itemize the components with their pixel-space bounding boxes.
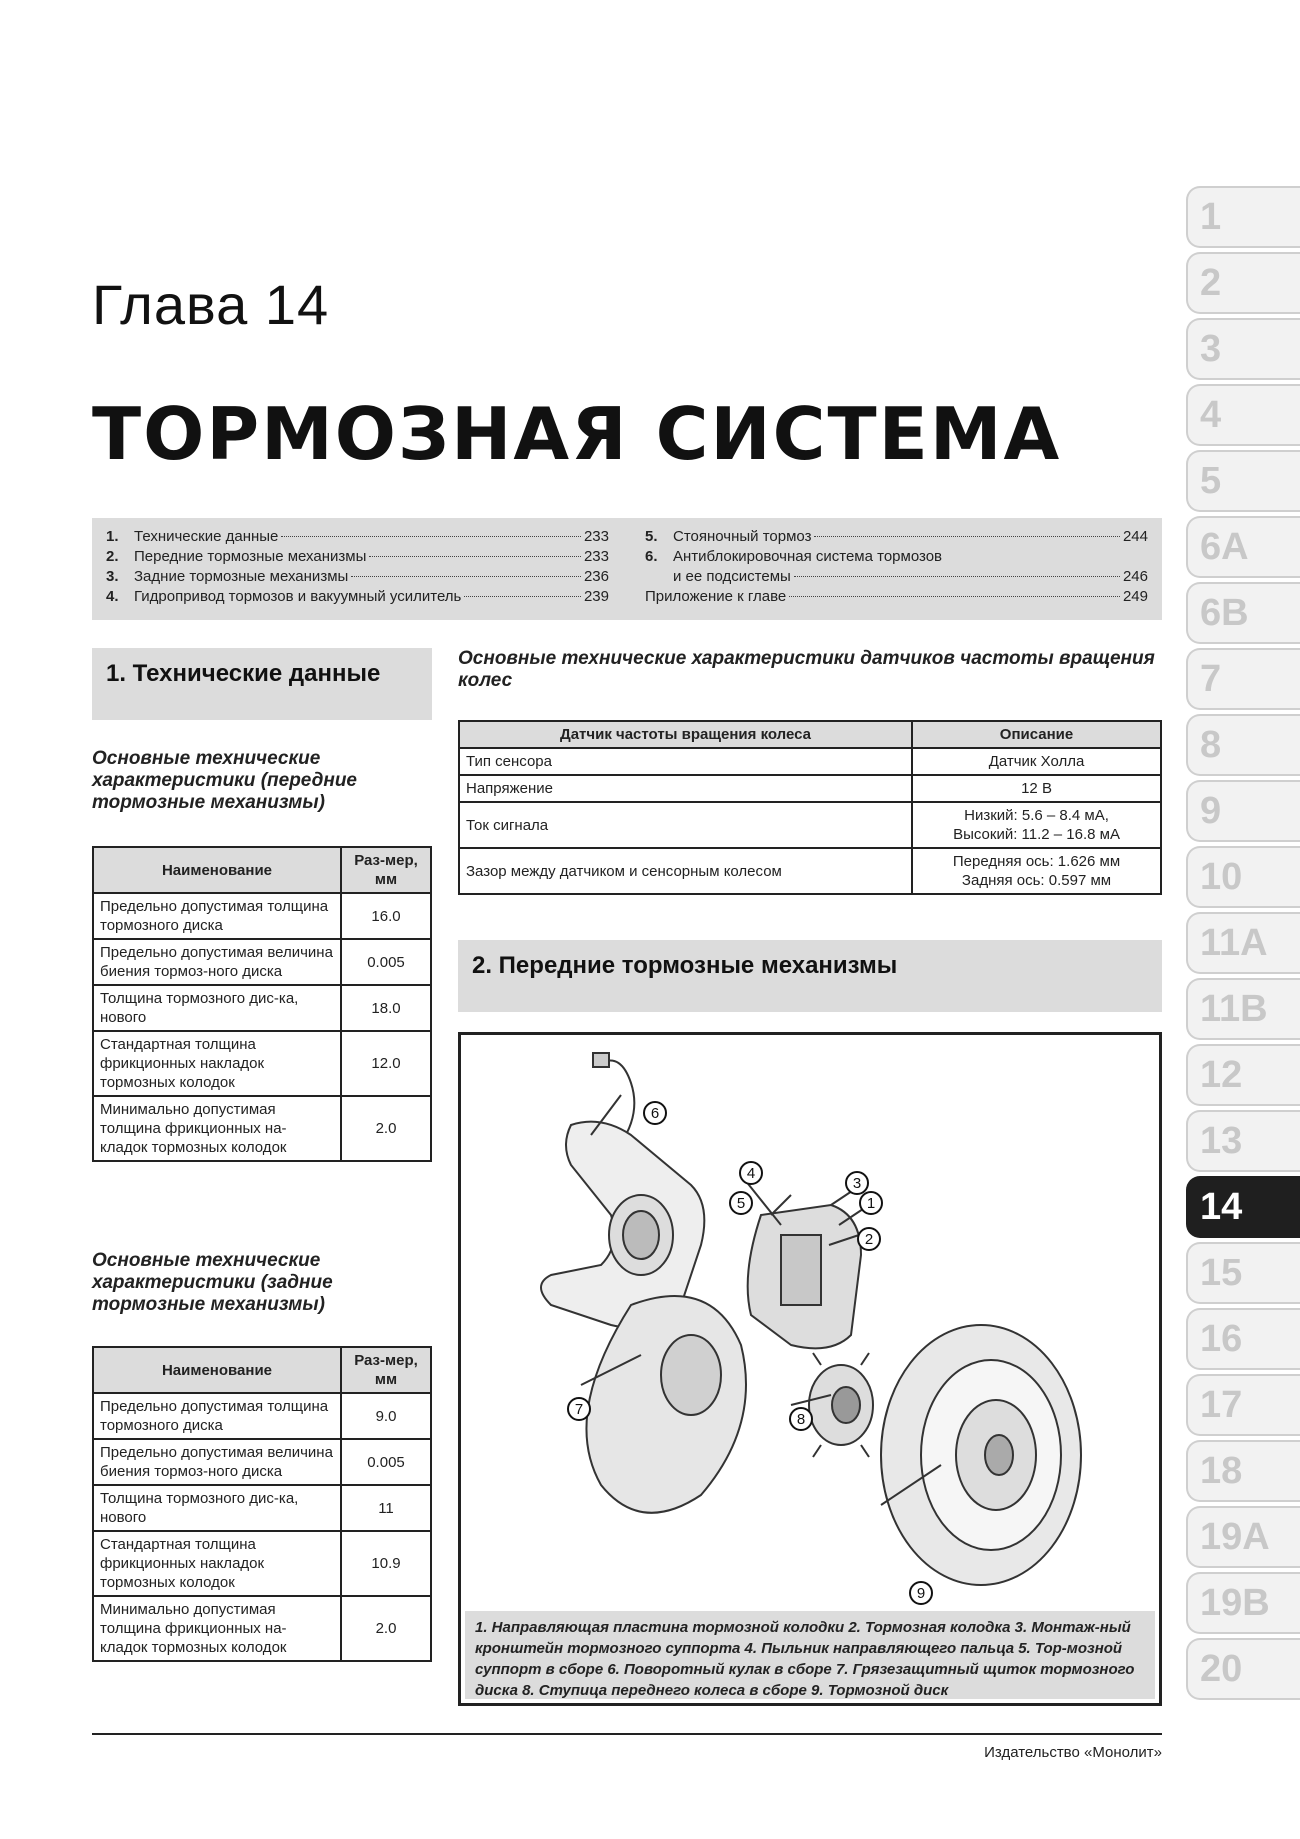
chapter-tab[interactable]: 9 bbox=[1186, 780, 1300, 842]
publisher-name: Издательство «Монолит» bbox=[984, 1744, 1162, 1761]
chapter-tab[interactable]: 1 bbox=[1186, 186, 1300, 248]
toc-item[interactable]: 6. Антиблокировочная система тормозов bbox=[645, 548, 943, 565]
chapter-tab[interactable]: 3 bbox=[1186, 318, 1300, 380]
svg-text:1: 1 bbox=[866, 1195, 876, 1212]
callout-8 bbox=[790, 1408, 812, 1430]
chapter-tab[interactable]: 11B bbox=[1186, 978, 1300, 1040]
chapter-tab[interactable]: 10 bbox=[1186, 846, 1300, 908]
table-row: Зазор между датчиком и сенсорным колесом Передняя ось: 1.626 мм Задняя ось: 0.597 мм bbox=[459, 848, 1161, 894]
table-row: Предельно допустимая толщина тормозного диска 9.0 bbox=[93, 1393, 431, 1439]
table-header-row: Наименование Раз-мер, мм bbox=[93, 1347, 431, 1393]
chapter-label: Глава 14 bbox=[92, 273, 330, 336]
svg-text:8: 8 bbox=[796, 1411, 806, 1428]
table-row: Напряжение 12 В bbox=[459, 775, 1161, 802]
chapter-title: ТОРМОЗНАЯ СИСТЕМА bbox=[92, 392, 1062, 476]
table-of-contents bbox=[92, 518, 1162, 620]
chapter-tab[interactable]: 17 bbox=[1186, 1374, 1300, 1436]
callout-3 bbox=[846, 1172, 868, 1194]
callout-7 bbox=[568, 1398, 590, 1420]
sensor-specs-subtitle: Основные технические характеристики датчиков частоты вращения колес bbox=[458, 648, 1155, 691]
chapter-tab[interactable]: 15 bbox=[1186, 1242, 1300, 1304]
toc-item[interactable]: 3. Задние тормозные механизмы 236 bbox=[106, 568, 609, 585]
table-row: Минимально допустимая толщина фрикционных на-кладок тормозных колодок 2.0 bbox=[93, 1596, 431, 1661]
svg-text:7: 7 bbox=[574, 1401, 584, 1418]
rear-specs-table bbox=[92, 1346, 432, 1662]
toc-item[interactable]: 1. Технические данные 233 bbox=[106, 528, 609, 545]
chapter-tab[interactable]: 20 bbox=[1186, 1638, 1300, 1700]
table-row: Стандартная толщина фрикционных накладок тормозных колодок 12.0 bbox=[93, 1031, 431, 1096]
table-row: Предельно допустимая величина биения тормоз-ного диска 0.005 bbox=[93, 1439, 431, 1485]
toc-item[interactable]: 5. Стояночный тормоз 244 bbox=[645, 528, 1148, 545]
table-header-row: Датчик частоты вращения колеса Описание bbox=[459, 721, 1161, 748]
callout-4 bbox=[740, 1162, 762, 1184]
toc-left-column bbox=[106, 528, 609, 610]
chapter-tabs bbox=[1186, 186, 1300, 1704]
callout-6 bbox=[644, 1102, 666, 1124]
chapter-tab[interactable]: 8 bbox=[1186, 714, 1300, 776]
chapter-tab[interactable]: 4 bbox=[1186, 384, 1300, 446]
chapter-tab[interactable]: 16 bbox=[1186, 1308, 1300, 1370]
svg-text:5: 5 bbox=[736, 1195, 746, 1212]
table-row: Толщина тормозного дис-ка, нового 11 bbox=[93, 1485, 431, 1531]
svg-text:6: 6 bbox=[650, 1105, 660, 1122]
svg-text:9: 9 bbox=[916, 1585, 926, 1602]
callout-5 bbox=[730, 1192, 752, 1214]
figure-caption: 1. Направляющая пластина тормозной колодки 2. Тормозная колодка 3. Монтаж-ный кронштейн тормозного суппорта 4. Пыльник направляющего пальца 5. Тор-мозной суппорт в сборе 6. Поворотный кулак в сборе 7. Грязезащитный щиток тормозного диска 8. Ступица переднего колеса в сборе 9. Тормозной диск bbox=[465, 1611, 1155, 1699]
chapter-tab[interactable]: 11A bbox=[1186, 912, 1300, 974]
toc-item[interactable]: и ее подсистемы 246 bbox=[673, 568, 1148, 585]
table-row: Стандартная толщина фрикционных накладок тормозных колодок 10.9 bbox=[93, 1531, 431, 1596]
chapter-tab[interactable]: 13 bbox=[1186, 1110, 1300, 1172]
svg-text:2: 2 bbox=[864, 1231, 874, 1248]
section-heading-tech-data: 1. Технические данные bbox=[92, 648, 432, 720]
chapter-tab[interactable]: 5 bbox=[1186, 450, 1300, 512]
callout-2 bbox=[858, 1228, 880, 1250]
callout-9 bbox=[910, 1582, 932, 1604]
chapter-tab-active[interactable]: 14 bbox=[1186, 1176, 1300, 1238]
brake-assembly-drawing bbox=[461, 1035, 1159, 1615]
svg-text:4: 4 bbox=[746, 1165, 756, 1182]
table-header-row: Наименование Раз-мер, мм bbox=[93, 847, 431, 893]
chapter-tab[interactable]: 2 bbox=[1186, 252, 1300, 314]
front-brake-exploded-diagram bbox=[458, 1032, 1162, 1706]
chapter-tab[interactable]: 12 bbox=[1186, 1044, 1300, 1106]
toc-item[interactable]: Приложение к главе 249 bbox=[645, 588, 1148, 605]
sensor-specs-table bbox=[458, 720, 1162, 895]
front-specs-table bbox=[92, 846, 432, 1162]
chapter-tab[interactable]: 6B bbox=[1186, 582, 1300, 644]
footer-rule bbox=[92, 1733, 1162, 1735]
chapter-tab[interactable]: 6A bbox=[1186, 516, 1300, 578]
table-row: Минимально допустимая толщина фрикционных на-кладок тормозных колодок 2.0 bbox=[93, 1096, 431, 1161]
chapter-tab[interactable]: 18 bbox=[1186, 1440, 1300, 1502]
chapter-tab[interactable]: 7 bbox=[1186, 648, 1300, 710]
table-row: Тип сенсора Датчик Холла bbox=[459, 748, 1161, 775]
table-row: Толщина тормозного дис-ка, нового 18.0 bbox=[93, 985, 431, 1031]
toc-item[interactable]: 2. Передние тормозные механизмы 233 bbox=[106, 548, 609, 565]
chapter-tab[interactable]: 19A bbox=[1186, 1506, 1300, 1568]
table-row: Предельно допустимая толщина тормозного диска 16.0 bbox=[93, 893, 431, 939]
svg-text:3: 3 bbox=[852, 1175, 862, 1192]
front-specs-subtitle: Основные технические характеристики (передние тормозные механизмы) bbox=[92, 748, 357, 813]
toc-right-column bbox=[645, 528, 1148, 610]
table-row: Ток сигнала Низкий: 5.6 – 8.4 мА, Высокий: 11.2 – 16.8 мА bbox=[459, 802, 1161, 848]
callout-1 bbox=[860, 1192, 882, 1214]
chapter-tab[interactable]: 19B bbox=[1186, 1572, 1300, 1634]
table-row: Предельно допустимая величина биения тормоз-ного диска 0.005 bbox=[93, 939, 431, 985]
rear-specs-subtitle: Основные технические характеристики (задние тормозные механизмы) bbox=[92, 1250, 333, 1315]
section-heading-front-brakes: 2. Передние тормозные механизмы bbox=[458, 940, 1162, 1012]
toc-item[interactable]: 4. Гидропривод тормозов и вакуумный усилитель 239 bbox=[106, 588, 609, 605]
